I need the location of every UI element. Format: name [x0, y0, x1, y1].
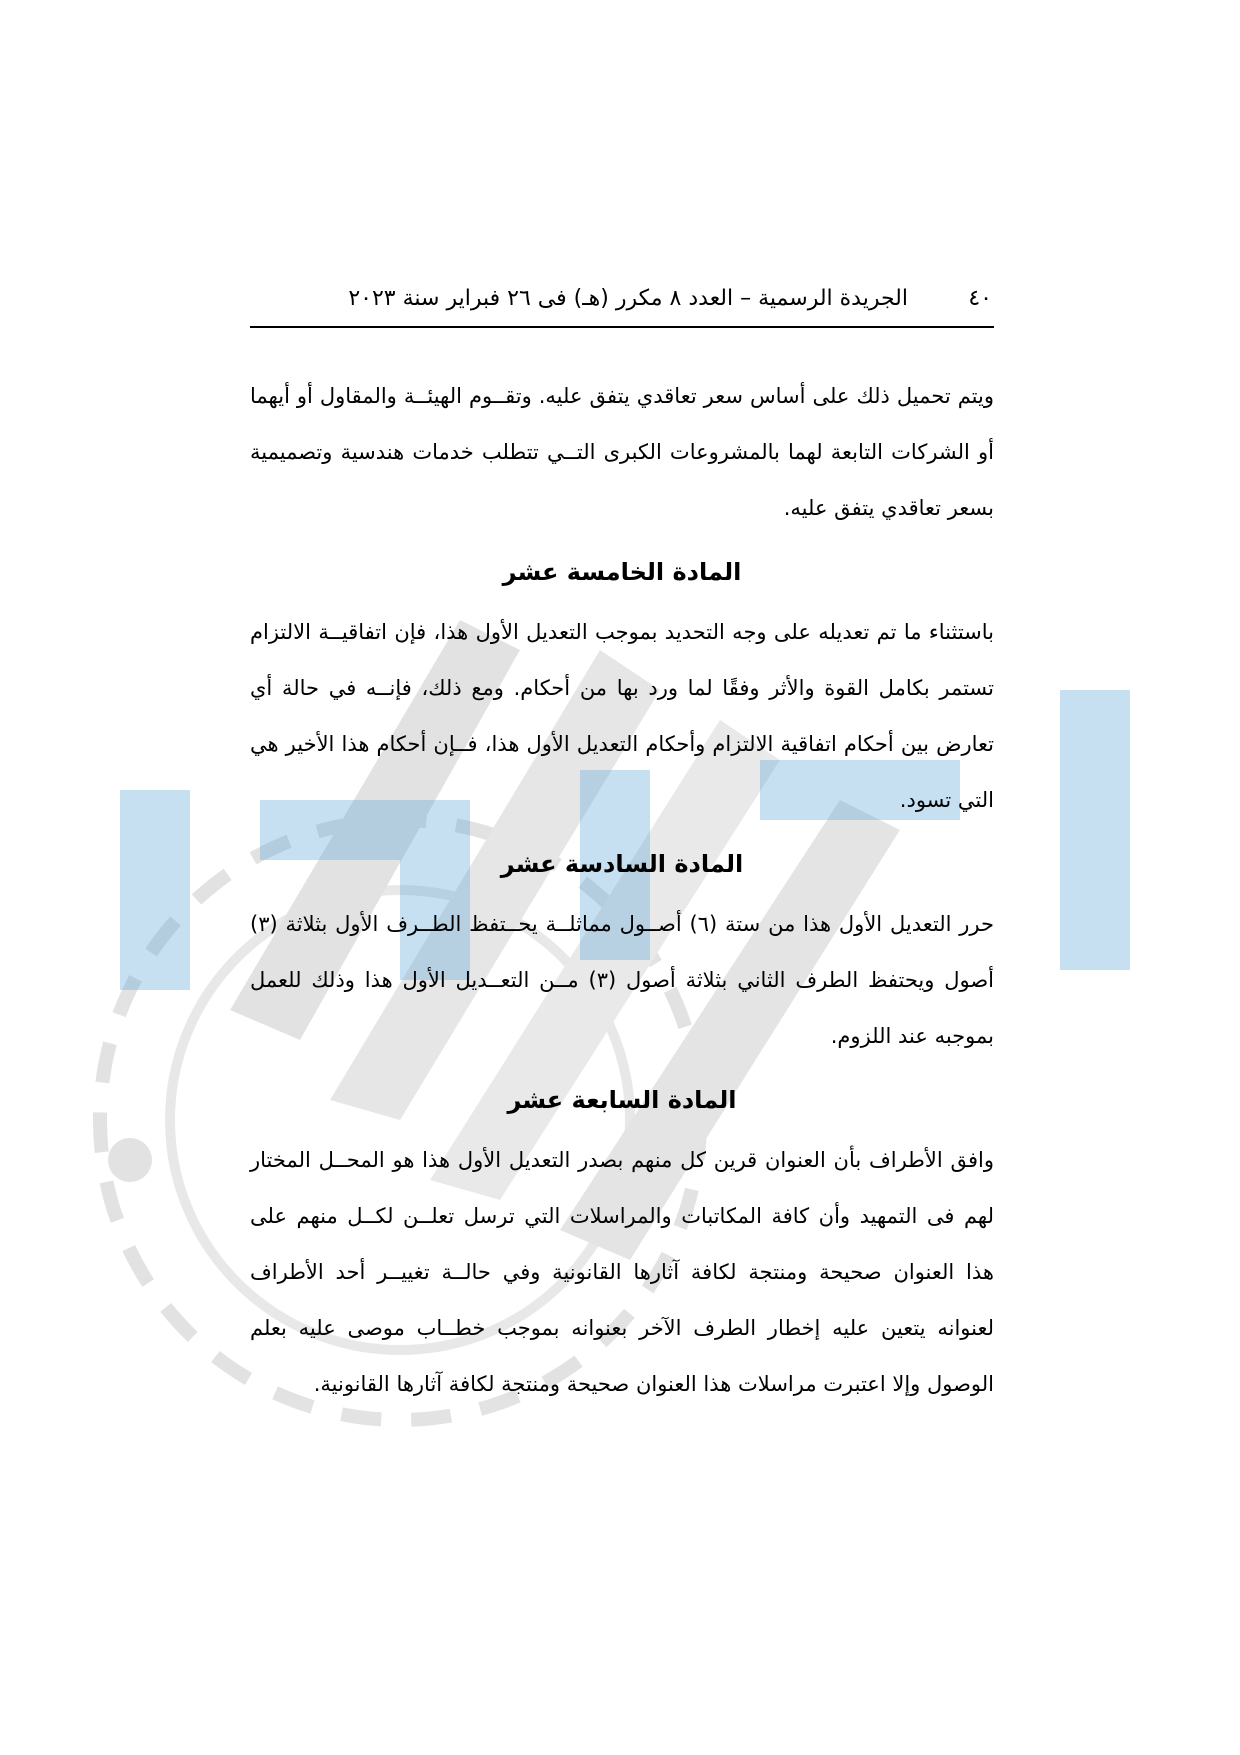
page-header [250, 282, 994, 328]
intro-paragraph: ويتم تحميل ذلك على أساس سعر تعاقدي يتفق عليه. وتقــوم الهيئــة والمقاول أو أيهما أو الشركات التابعة لهما بالمشروعات الكبرى التــي تتطلب خدمات هندسية وتصميمية بسعر تعاقدي يتفق عليه. [250, 384, 994, 520]
gazette-header-title: الجريدة الرسمية – العدد ٨ مكرر (هـ) فى ٢٦ فبراير سنة ٢٠٢٣ [348, 286, 908, 311]
article-15-heading: المادة الخامسة عشر [502, 558, 742, 586]
article-16-text: حرر التعديل الأول هذا من ستة (٦) أصــول مماثلــة يحــتفظ الطــرف الأول بثلاثة (٣) أصول ويحتفظ الطرف الثاني بثلاثة أصول (٣) مــن التعــديل الأول هذا وذلك للعمل بموجبه عند اللزوم. [250, 912, 994, 1048]
article-16-heading: المادة السادسة عشر [500, 850, 744, 878]
article-17-text: وافق الأطراف بأن العنوان قرين كل منهم بصدر التعديل الأول هذا هو المحــل المختار لهم فى التمهيد وأن كافة المكاتبات والمراسلات التي ترسل تعلــن لكــل منهم على هذا العنوان صحيحة ومنتجة لكافة آثارها القانونية وفي حالــة تغييــر أحد الأطراف لعنوانه يتعين عليه إخطار الطرف الآخر بعنوانه بموجب خطــاب موصى عليه بعلم الوصول وإلا اعتبرت مراسلات هذا العنوان صحيحة ومنتجة لكافة آثارها القانونية. [250, 1148, 994, 1396]
article-17-heading: المادة السابعة عشر [507, 1086, 737, 1114]
page-number: ٤٠ [968, 286, 992, 311]
article-15-text: باستثناء ما تم تعديله على وجه التحديد بموجب التعديل الأول هذا، فإن اتفاقيــة الالتزام تستمر بكامل القوة والأثر وفقًا لما ورد بها من أحكام. ومع ذلك، فإنــه في حالة أي تعارض بين أحكام اتفاقية الالتزام وأحكام التعديل الأول هذا، فــإن أحكام هذا الأخير هي التي تسود. [250, 620, 994, 812]
document-body [250, 368, 994, 1412]
